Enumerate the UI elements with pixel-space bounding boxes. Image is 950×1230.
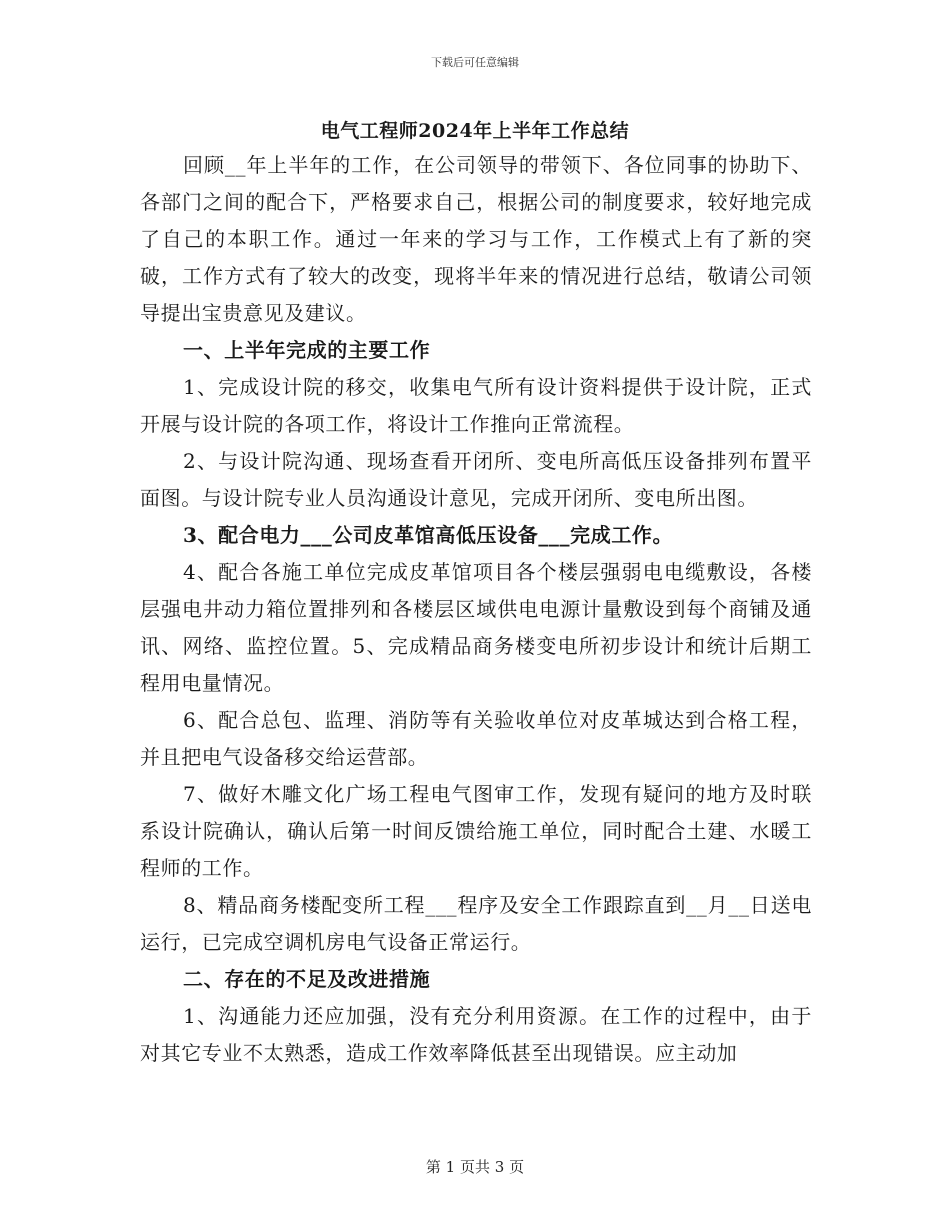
list-item: 2、与设计院沟通、现场查看开闭所、变电所高低压设备排列布置平面图。与设计院专业人员沟通设计意见，完成开闭所、变电所出图。 <box>140 449 812 510</box>
section-heading-shortcomings: 二、存在的不足及改进措施 <box>183 967 431 991</box>
header-note: 下载后可任意编辑 <box>431 56 519 69</box>
document-body <box>140 147 812 1072</box>
page-number-footer: 第 1 页共 3 页 <box>425 1158 525 1176</box>
list-item: 4、配合各施工单位完成皮革馆项目各个楼层强弱电电缆敷设，各楼层强电井动力箱位置排列和各楼层区域供电电源计量敷设到每个商铺及通讯、网络、监控位置。5、完成精品商务楼变电所初步设计和统计后期工程用电量情况。 <box>140 560 812 695</box>
list-item: 1、完成设计院的移交，收集电气所有设计资料提供于设计院，正式开展与设计院的各项工作，将设计工作推向正常流程。 <box>140 375 812 436</box>
list-item: 7、做好木雕文化广场工程电气图审工作，发现有疑问的地方及时联系设计院确认，确认后第一时间反馈给施工单位，同时配合土建、水暖工程师的工作。 <box>140 782 812 880</box>
list-item: 8、精品商务楼配变所工程___程序及安全工作跟踪直到__月__日送电运行，已完成空调机房电气设备正常运行。 <box>140 893 812 954</box>
list-item: 3、配合电力___公司皮革馆高低压设备___完成工作。 <box>183 523 674 547</box>
list-item: 1、沟通能力还应加强，没有充分利用资源。在工作的过程中，由于对其它专业不太熟悉，造成工作效率降低甚至出现错误。应主动加 <box>140 1004 812 1065</box>
intro-paragraph: 回顾__年上半年的工作，在公司领导的带领下、各位同事的协助下、各部门之间的配合下，严格要求自己，根据公司的制度要求，较好地完成了自己的本职工作。通过一年来的学习与工作，工作模式上有了新的突破，工作方式有了较大的改变，现将半年来的情况进行总结，敬请公司领导提出宝贵意见及建议。 <box>140 153 812 325</box>
list-item: 6、配合总包、监理、消防等有关验收单位对皮革城达到合格工程，并且把电气设备移交给运营部。 <box>140 708 812 769</box>
section-heading-achievements: 一、上半年完成的主要工作 <box>183 338 431 362</box>
document-title: 电气工程师2024年上半年工作总结 <box>320 120 630 142</box>
